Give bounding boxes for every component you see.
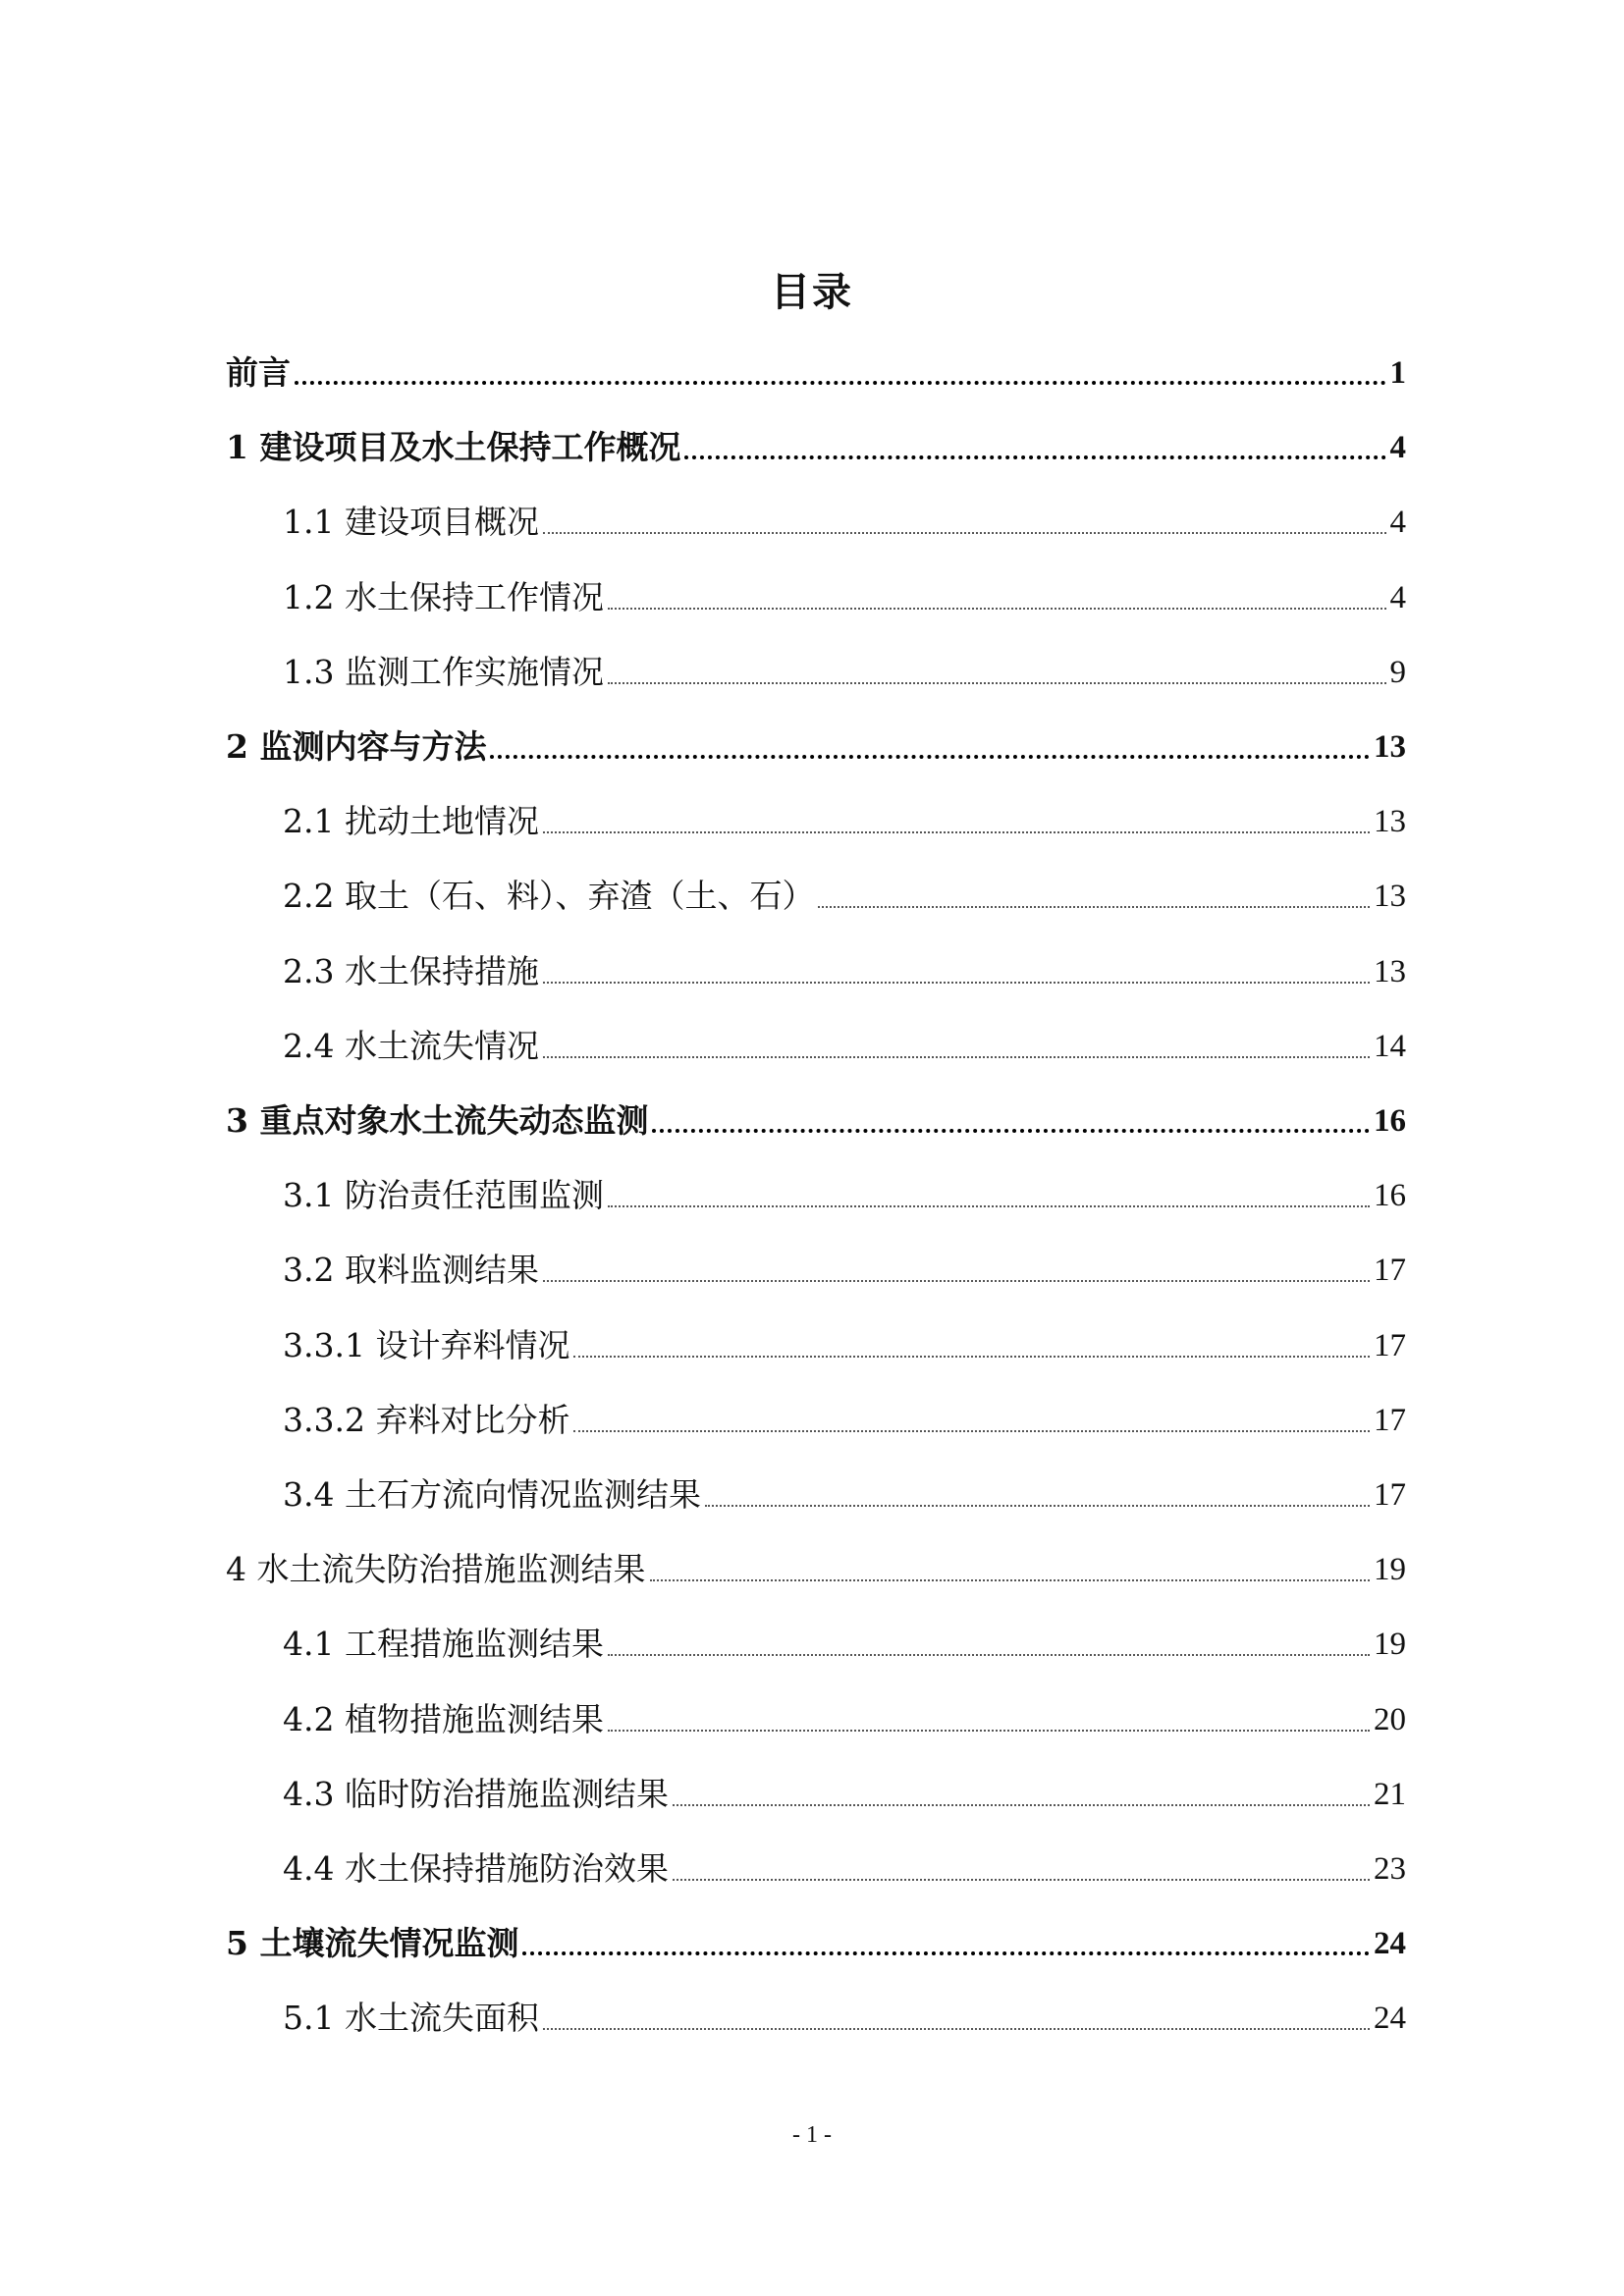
- toc-entry[interactable]: [226, 720, 1406, 778]
- toc-entry-label: 前言: [226, 353, 291, 392]
- toc-entry-page-number: 23: [1374, 1851, 1406, 1887]
- toc-entry-label: 3.3.1 设计弃料情况: [283, 1325, 570, 1364]
- toc-entry[interactable]: [283, 1168, 1406, 1227]
- toc-entry-page-number: 13: [1374, 879, 1406, 915]
- toc-leader-dots: [543, 831, 1370, 833]
- toc-entry-label: 1.3 监测工作实施情况: [283, 652, 604, 691]
- toc-leader-dots: [673, 1879, 1370, 1881]
- toc-leader-dots: [818, 906, 1370, 908]
- toc-entry-label: 4.1 工程措施监测结果: [283, 1625, 604, 1664]
- toc-entry-label: 3.3.2 弃料对比分析: [283, 1400, 570, 1439]
- toc-entry[interactable]: [283, 1318, 1406, 1377]
- toc-entry[interactable]: [283, 1019, 1406, 1078]
- toc-leader-dots: [650, 1579, 1371, 1581]
- toc-leader-dots: [543, 2028, 1370, 2030]
- toc-leader-dots: [543, 532, 1386, 534]
- toc-entry-label: 3.4 土石方流向情况监测结果: [283, 1475, 701, 1514]
- toc-entry-label: 2.3 水土保持措施: [283, 951, 539, 990]
- toc-entry-label: 4.3 临时防治措施监测结果: [283, 1774, 669, 1813]
- toc-entry-label: 2.4 水土流失情况: [283, 1026, 539, 1065]
- toc-leader-dots: [543, 982, 1370, 984]
- toc-entry[interactable]: [283, 1767, 1406, 1826]
- toc-entry-page-number: 16: [1374, 1103, 1406, 1139]
- toc-entry-label: 2.1 扰动土地情况: [283, 802, 539, 841]
- toc-entry-page-number: 19: [1374, 1552, 1406, 1588]
- toc-entry[interactable]: [226, 346, 1406, 404]
- toc-entry[interactable]: [283, 1243, 1406, 1302]
- toc-entry-page-number: 17: [1374, 1253, 1406, 1289]
- toc-leader-dots: [608, 1205, 1370, 1207]
- toc-entry-page-number: 9: [1389, 654, 1406, 690]
- toc-entry-page-number: 17: [1374, 1477, 1406, 1513]
- toc-entry-page-number: 4: [1389, 505, 1406, 541]
- toc-leader-dots: [608, 682, 1386, 684]
- toc-entry[interactable]: [283, 1617, 1406, 1676]
- toc-leader-dots: [522, 1951, 1370, 1955]
- toc-entry-label: 1 建设项目及水土保持工作概况: [226, 428, 681, 467]
- toc-entry-label: 4.4 水土保持措施防治效果: [283, 1849, 669, 1888]
- toc-entry-page-number: 1: [1389, 355, 1406, 391]
- toc-entry-page-number: 21: [1374, 1776, 1406, 1812]
- toc-entry[interactable]: [283, 1393, 1406, 1452]
- toc-entry-label: 1.2 水土保持工作情况: [283, 577, 604, 616]
- toc-entry-label: 3.2 取料监测结果: [283, 1251, 539, 1290]
- toc-entry-label: 5.1 水土流失面积: [283, 1999, 539, 2038]
- toc-entry-page-number: 13: [1374, 804, 1406, 840]
- toc-leader-dots: [608, 608, 1386, 610]
- toc-entry[interactable]: [283, 1468, 1406, 1526]
- toc-entry-page-number: 4: [1389, 430, 1406, 466]
- toc-entry-label: 4 水土流失防治措施监测结果: [226, 1550, 646, 1589]
- page-number-footer: - 1 -: [792, 2122, 832, 2148]
- toc-entry-page-number: 17: [1374, 1327, 1406, 1363]
- toc-leader-dots: [573, 1430, 1370, 1432]
- toc-entry-page-number: 24: [1374, 2001, 1406, 2037]
- toc-entry-page-number: 13: [1374, 953, 1406, 989]
- toc-entry-label: 3.1 防治责任范围监测: [283, 1176, 604, 1215]
- toc-entry-page-number: 17: [1374, 1402, 1406, 1438]
- toc-entry[interactable]: [283, 1842, 1406, 1900]
- toc-entry[interactable]: [283, 495, 1406, 554]
- toc-entry-label: 5 土壤流失情况监测: [226, 1924, 519, 1963]
- toc-entry-label: 2.2 取土（石、料）、弃渣（土、石）: [283, 877, 815, 916]
- toc-entry[interactable]: [283, 869, 1406, 928]
- toc-entry-label: 2 监测内容与方法: [226, 727, 487, 766]
- toc-leader-dots: [608, 1654, 1370, 1656]
- toc-leader-dots: [543, 1280, 1370, 1282]
- toc-entry[interactable]: [283, 944, 1406, 1003]
- toc-title: 目录: [771, 269, 853, 315]
- toc-entry[interactable]: [283, 570, 1406, 629]
- toc-entry-label: 4.2 植物措施监测结果: [283, 1699, 604, 1738]
- toc-entry-label: 1.1 建设项目概况: [283, 503, 539, 542]
- toc-entry-page-number: 4: [1389, 579, 1406, 615]
- toc-entry-page-number: 20: [1374, 1701, 1406, 1737]
- toc-entry-page-number: 19: [1374, 1627, 1406, 1663]
- toc-leader-dots: [684, 455, 1385, 459]
- toc-leader-dots: [543, 1056, 1370, 1058]
- toc-entry[interactable]: [283, 1991, 1406, 2050]
- toc-leader-dots: [652, 1129, 1370, 1133]
- toc-entry[interactable]: [226, 1542, 1406, 1601]
- toc-entry-page-number: 14: [1374, 1028, 1406, 1064]
- toc-entry[interactable]: [226, 1916, 1406, 1975]
- toc-entry-label: 3 重点对象水土流失动态监测: [226, 1101, 649, 1140]
- toc-entry[interactable]: [226, 420, 1406, 479]
- toc-entry-page-number: 16: [1374, 1178, 1406, 1214]
- toc-entry[interactable]: [283, 794, 1406, 853]
- toc-leader-dots: [608, 1730, 1370, 1732]
- toc-leader-dots: [295, 381, 1386, 385]
- toc-entry-page-number: 24: [1374, 1926, 1406, 1962]
- toc-leader-dots: [673, 1804, 1370, 1806]
- toc-leader-dots: [573, 1356, 1370, 1358]
- toc-leader-dots: [490, 755, 1370, 759]
- toc-entry[interactable]: [226, 1094, 1406, 1152]
- toc-entry-page-number: 13: [1374, 729, 1406, 765]
- toc-entry[interactable]: [283, 645, 1406, 704]
- toc-leader-dots: [705, 1505, 1370, 1507]
- toc-entry[interactable]: [283, 1692, 1406, 1751]
